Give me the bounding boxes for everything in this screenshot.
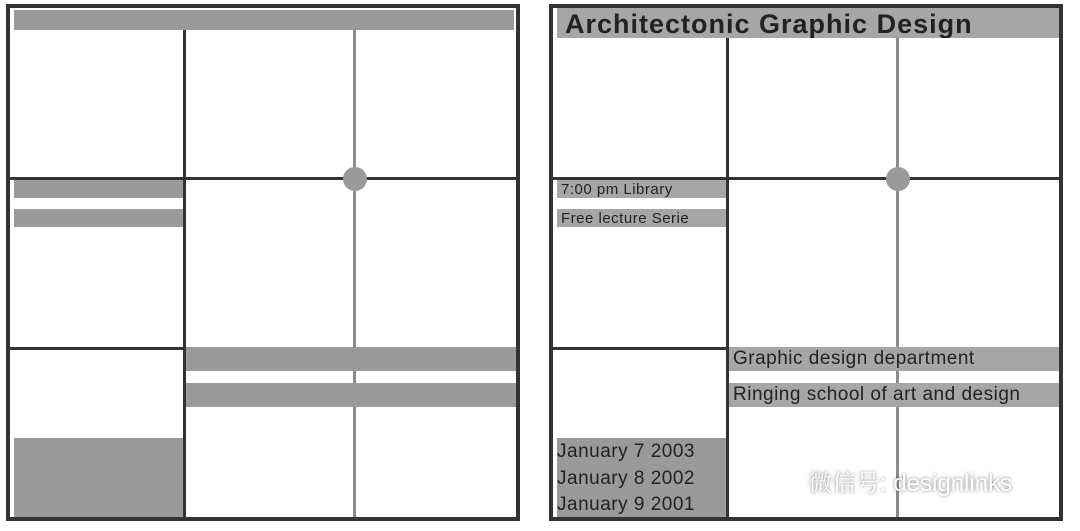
- watermark: [760, 462, 1012, 498]
- left-grid-diagram: [6, 4, 520, 521]
- wechat-icon: [760, 464, 800, 496]
- center-bar-2: [186, 383, 520, 407]
- dates-block: [557, 438, 726, 521]
- side-label-lecture: Free lecture Serie: [557, 209, 726, 227]
- side-bar-1: [14, 180, 183, 198]
- center-label-school: Ringing school of art and design: [729, 383, 1063, 407]
- grid-column-line-2: [353, 30, 356, 521]
- watermark-text: 微信号: designlinks: [808, 469, 1013, 497]
- date-line-1: January 7 2003: [557, 441, 695, 462]
- poster-title: Architectonic Graphic Design: [557, 8, 1062, 38]
- date-line-3: January 9 2001: [557, 494, 695, 515]
- date-line-2: January 8 2002: [557, 468, 695, 489]
- right-grid-diagram: [549, 4, 1063, 521]
- top-bar: [14, 10, 514, 30]
- grid-intersection-dot: [343, 167, 367, 191]
- grid-intersection-dot: [886, 167, 910, 191]
- center-label-department: Graphic design department: [729, 347, 1063, 371]
- side-bar-2: [14, 209, 183, 227]
- grid-column-line-1: [183, 30, 186, 521]
- side-label-time: 7:00 pm Library: [557, 180, 726, 198]
- bottom-left-block: [14, 438, 183, 521]
- grid-column-line-2: [896, 38, 899, 521]
- center-bar-1: [186, 347, 520, 371]
